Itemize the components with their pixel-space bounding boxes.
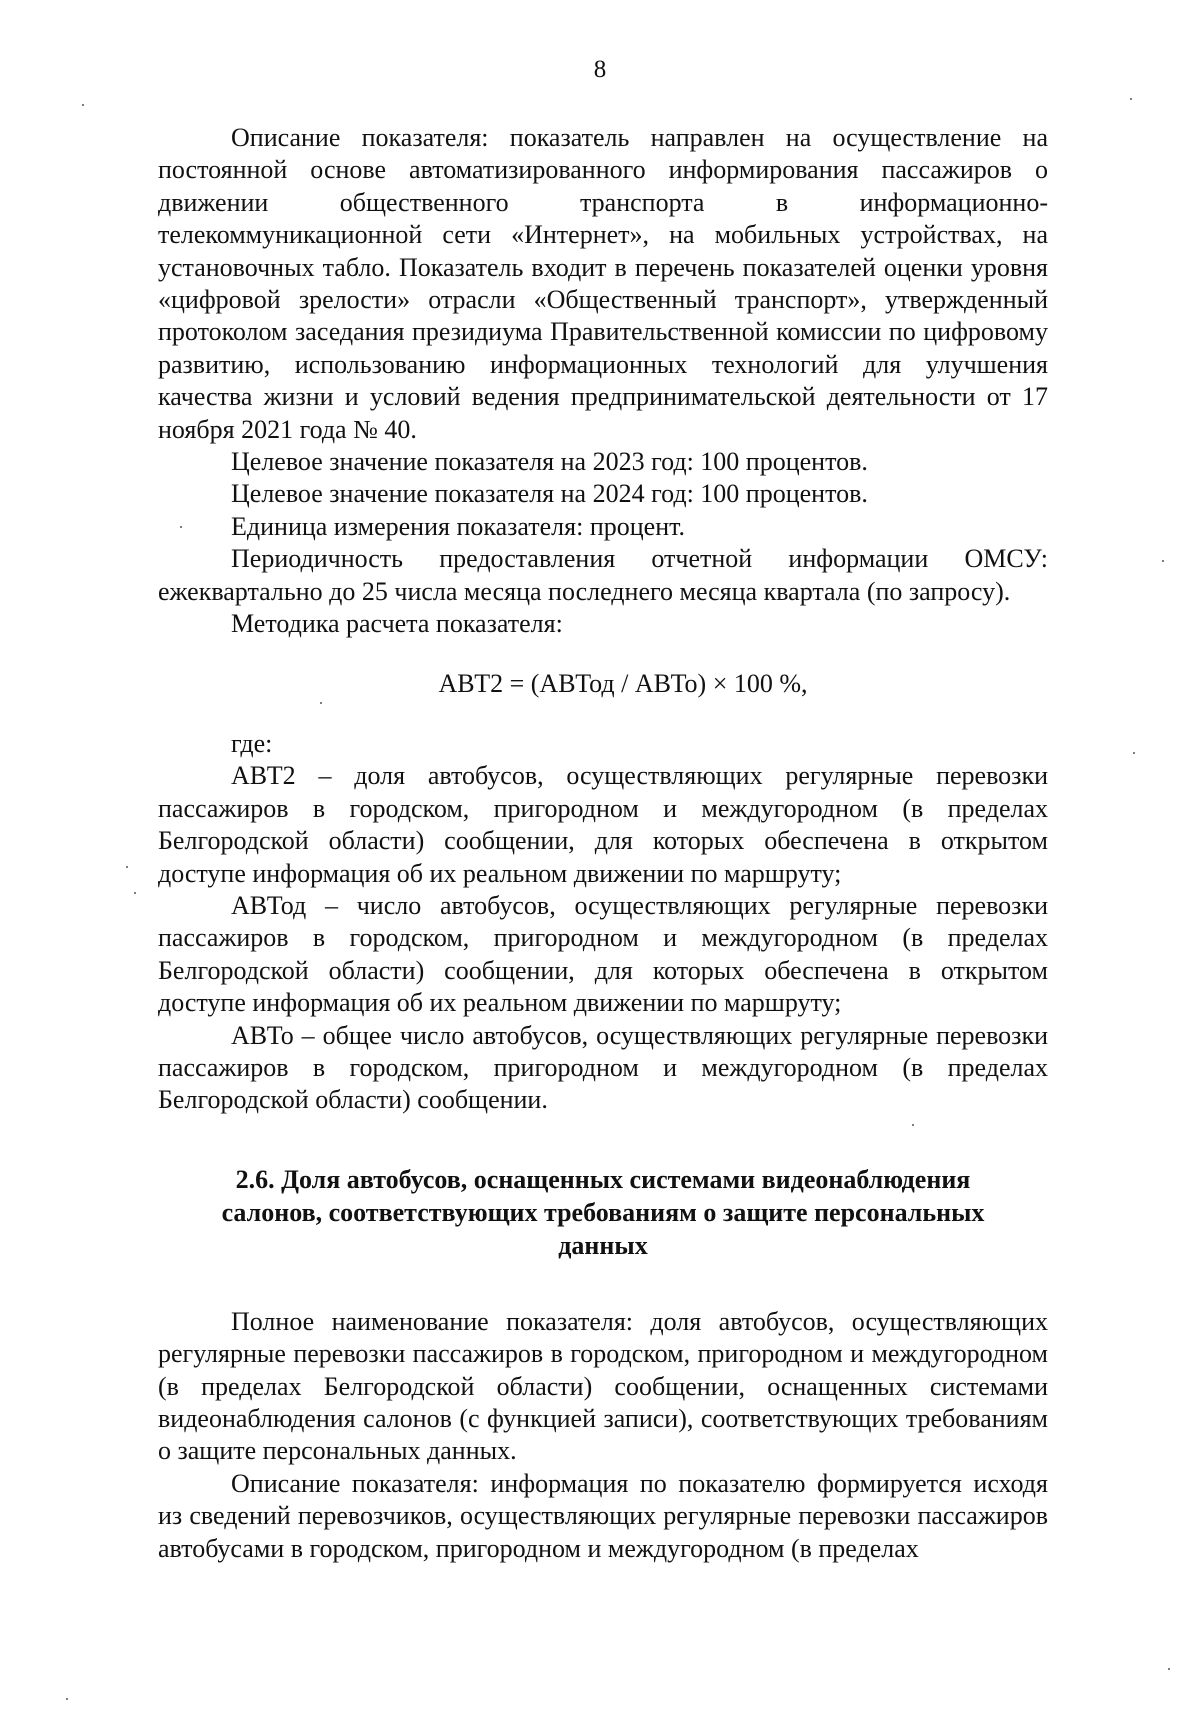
scan-speck (82, 104, 84, 106)
scan-speck (1133, 752, 1135, 754)
paragraph-methodology: Методика расчета показателя: (231, 609, 563, 639)
scan-speck (1162, 560, 1164, 562)
definition-avt2: АВТ2 – доля автобусов, осуществляющих регулярные перевозки пассажиров в городском, пригородном и междугородном (в пределах Белгородской области) сообщении, для которых обеспечена в открытом доступе информация об их реальном движении по маршруту; (158, 761, 1048, 888)
definition-avtod: АВТод – число автобусов, осуществляющих регулярные перевозки пассажиров в городском, пригородном и междугородном (в пределах Белгородской области) сообщении, для которых обеспечена в открытом доступе информация об их реальном движении по маршруту; (158, 890, 1048, 1018)
paragraph-where: где: (231, 728, 273, 758)
paragraph-full-name: Полное наименование показателя: доля автобусов, осуществляющих регулярные перевозки пассажиров в городском, пригородном и междугородном (в пределах Белгородской области) сообщении, оснащенных системами видеонаблюдения салонов (с функцией записи), соответствующих требованиям о защите персональных данных. (158, 1306, 1048, 1466)
scan-speck (66, 1698, 68, 1700)
scan-speck (126, 866, 128, 868)
paragraph-description-2: Описание показателя: информация по показателю формируется исходя из сведений перевозчиков, осуществляющих регулярные перевозки пассажиров автобусами в городском, пригородном и междугородном (в пределах (158, 1468, 1048, 1563)
definition-avto: АВТо – общее число автобусов, осуществляющих регулярные перевозки пассажиров в городском, пригородном и междугородном (в пределах Белгородской области) сообщении. (158, 1020, 1048, 1115)
paragraph-periodicity: Периодичность предоставления отчетной информации ОМСУ: ежеквартально до 25 числа месяца последнего месяца квартала (по запросу). (158, 544, 1048, 606)
scan-speck (912, 1124, 914, 1126)
document-body (158, 122, 1048, 1565)
page-number: 8 (593, 56, 607, 83)
scan-speck (134, 892, 136, 894)
scan-speck (320, 702, 322, 704)
formula: АВТ2 = (АВТод / АВТо) × 100 %, (438, 668, 808, 698)
section-heading: 2.6. Доля автобусов, оснащенных системами видеонаблюдения салонов, соответствующих требованиям о защите персональных данных (221, 1164, 985, 1260)
scan-speck (180, 526, 182, 528)
paragraph-unit: Единица измерения показателя: процент. (231, 511, 686, 541)
paragraph-target-2024: Целевое значение показателя на 2024 год: 100 процентов. (231, 479, 868, 509)
paragraph-target-2023: Целевое значение показателя на 2023 год: 100 процентов. (231, 447, 868, 477)
scan-speck (1168, 1668, 1170, 1670)
scan-speck (1130, 98, 1132, 100)
paragraph-description: Описание показателя: показатель направлен на осуществление на постоянной основе автоматизированного информирования пассажиров о движении общественного транспорта в информационно-телекоммуникационной сети «Интернет», на мобильных устройствах, на установочных табло. Показатель входит в перечень показателей оценки уровня «цифровой зрелости» отрасли «Общественный транспорт», утвержденный протоколом заседания президиума Правительственной комиссии по цифровому развитию, использованию информационных технологий для улучшения качества жизни и условий ведения предпринимательской деятельности от 17 ноября 2021 года № 40. (158, 123, 1048, 444)
